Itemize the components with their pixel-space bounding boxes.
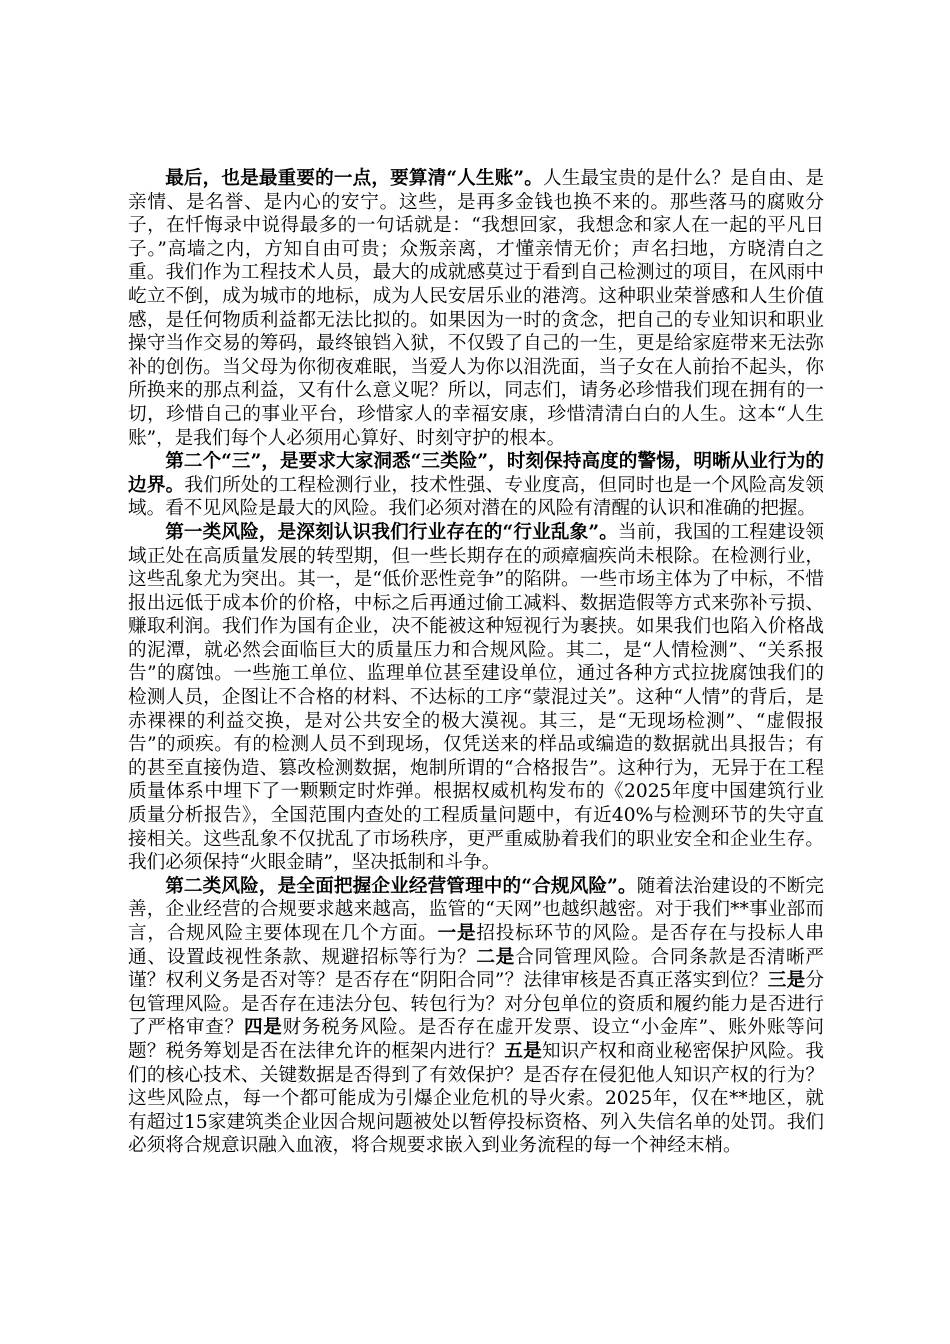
item-marker: 五是	[504, 1040, 542, 1062]
paragraph-three-risks	[128, 450, 824, 521]
paragraph-body: 我们所处的工程检测行业，技术性强、专业度高，但同时也是一个风险高发领域。看不见风险是最大的风险。我们必须对潜在的风险有清醒的认识和准确的把握。	[128, 474, 824, 520]
item-marker: 二是	[476, 946, 516, 968]
item-text: 分包管理风险。是否存在违法分包、转包行为？对分包单位的资质和履约能力是否进行了严格审查？	[128, 970, 824, 1039]
paragraph-lead: 第一类风险，是深刻认识我们行业存在的“行业乱象”。	[165, 521, 618, 543]
item-text: 合同管理风险。合同条款是否清晰严谨？权利义务是否对等？是否存在“阴阳合同”？法律审核是否真正落实到位？	[128, 946, 824, 992]
paragraph-life-account	[128, 167, 824, 450]
paragraph-lead: 最后，也是最重要的一点，要算清“人生账”。	[165, 168, 543, 189]
paragraph-compliance-risk	[128, 875, 824, 1158]
item-text: 招投标环节的风险。是否存在与投标人串通、设置歧视性条款、规避招标等行为？	[128, 923, 824, 968]
paragraph-lead: 第二个“三”，是要求大家洞悉“三类险”，时刻保持高度的警惕，明晰从业行为的边界。	[128, 451, 824, 496]
item-marker: 三是	[767, 970, 806, 992]
paragraph-body: 人生最宝贵的是什么？是自由、是亲情、是名誉、是内心的安宁。这些，是再多金钱也换不来的。那些落马的腐败分子，在忏悔录中说得最多的一句话就是：“我想回家，我想念和家人在一起的平凡日子。”高墙之内，方知自由可贵；众叛亲离，才懂亲情无价；声名扫地，方晓清白之重。我们作为工程技术人员，最大的成就感莫过于看到自己检测过的项目，在风雨中屹立不倒，成为城市的地标，成为人民安居乐业的港湾。这种职业荣誉感和人生价值感，是任何物质利益都无法比拟的。如果因为一时的贪念，把自己的专业知识和职业操守当作交易的筹码，最终锒铛入狱，不仅毁了自己的一生，更是给家庭带来无法弥补的创伤。当父母为你彻夜难眠，当爱人为你以泪洗面，当子女在人前抬不起头，你所换来的那点利益，又有什么意义呢？所以，同志们，请务必珍惜我们现在拥有的一切，珍惜自己的事业平台，珍惜家人的幸福安康，珍惜清清白白的人生。这本“人生账”，是我们每个人必须用心算好、时刻守护的根本。	[128, 168, 824, 449]
paragraph-lead: 第二类风险，是全面把握企业经营管理中的“合规风险”。	[165, 875, 637, 897]
item-text: 财务税务风险。是否存在虚开发票、设立“小金库”、账外账等问题？税务筹划是否在法律允许的框架内进行？	[128, 1017, 824, 1062]
item-text: 知识产权和商业秘密保护风险。我们的核心技术、关键数据是否得到了有效保护？是否存在侵犯他人知识产权的行为？这些风险点，每一个都可能成为引爆企业危机的导火索。2025年，仅在**地区，就有超过15家建筑类企业因合规问题被处以暂停投标资格、列入失信名单的处罚。我们必须将合规意识融入血液，将合规要求嵌入到业务流程的每一个神经末梢。	[128, 1040, 824, 1157]
paragraph-body: 随着法治建设的不断完善，企业经营的合规要求越来越高，监管的“天网”也越织越密。对于我们**事业部而言，合规风险主要体现在几个方面。	[128, 875, 824, 944]
document-page	[128, 167, 824, 1158]
item-marker: 四是	[243, 1017, 283, 1039]
paragraph-industry-chaos	[128, 521, 824, 875]
item-marker: 一是	[437, 923, 477, 944]
paragraph-body: 当前，我国的工程建设领域正处在高质量发展的转型期，但一些长期存在的顽瘴痼疾尚未根除。在检测行业，这些乱象尤为突出。其一，是“低价恶性竞争”的陷阱。一些市场主体为了中标，不惜报出远低于成本价的价格，中标之后再通过偷工减料、数据造假等方式来弥补亏损、赚取利润。我们作为国有企业，决不能被这种短视行为裹挟。如果我们也陷入价格战的泥潭，就必然会面临巨大的质量压力和合规风险。其二，是“人情检测”、“关系报告”的腐蚀。一些施工单位、监理单位甚至建设单位，通过各种方式拉拢腐蚀我们的检测人员，企图让不合格的材料、不达标的工序“蒙混过关”。这种“人情”的背后，是赤裸裸的利益交换，是对公共安全的极大漠视。其三，是“无现场检测”、“虚假报告”的顽疾。有的检测人员不到现场，仅凭送来的样品或编造的数据就出具报告；有的甚至直接伪造、篡改检测数据，炮制所谓的“合格报告”。这种行为，无异于在工程质量体系中埋下了一颗颗定时炸弹。根据权威机构发布的《2025年度中国建筑行业质量分析报告》，全国范围内查处的工程质量问题中，有近40%与检测环节的失守直接相关。这些乱象不仅扰乱了市场秩序，更严重威胁着我们的职业安全和企业生存。我们必须保持“火眼金睛”，坚决抵制和斗争。	[128, 521, 824, 874]
